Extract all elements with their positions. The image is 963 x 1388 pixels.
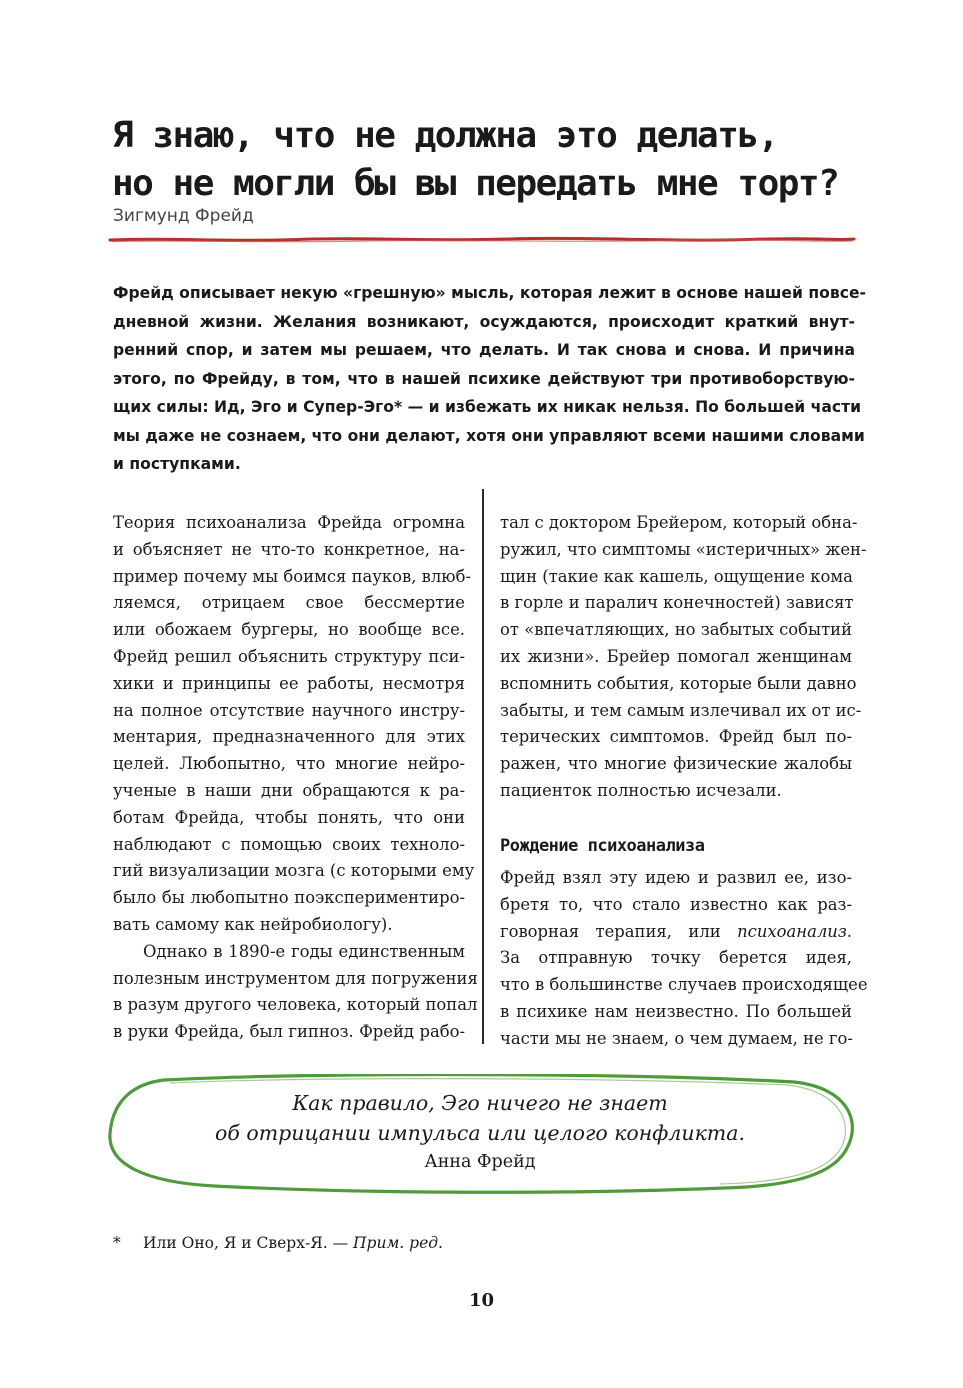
body-line: За отправную точку берется идея, (500, 948, 852, 968)
body-line: наблюдают с помощью своих техноло- (113, 834, 465, 854)
body-line: хики и принципы ее работы, несмотря (113, 673, 465, 693)
title-line-1: Я знаю, что не должна это делать, (112, 115, 778, 156)
body-line-text: . (846, 921, 852, 941)
lead-line: дневной жизни. Желания возникают, осуждаются, происходит краткий внут- (113, 312, 855, 331)
body-line: было бы любопытно поэкспериментиро- (113, 888, 465, 908)
body-line: и объясняет не что-то конкретное, на- (113, 539, 465, 559)
footnote-editor-note: Прим. ред. (353, 1234, 443, 1252)
footnote (113, 1234, 443, 1252)
lead-line: ренний спор, и затем мы решаем, что делать. И так снова и снова. И причина (113, 341, 855, 359)
body-line: бретя то, что стало известно как раз- (500, 894, 852, 914)
body-line: в руки Фрейда, был гипноз. Фрейд рабо- (113, 1022, 465, 1042)
body-line: терических симптомов. Фрейд был по- (500, 727, 852, 747)
body-line: части мы не знаем, о чем думаем, не го- (500, 1028, 853, 1048)
body-line: щин (такие как кашель, ощущение кома (500, 566, 853, 586)
right-column (500, 510, 867, 805)
quote-line-1: Как правило, Эго ничего не знает (292, 1091, 668, 1115)
quotation (120, 1088, 840, 1176)
body-line: ружил, что симптомы «истеричных» жен- (500, 539, 867, 559)
body-line: забыты, и тем самым излечивал их от ис- (500, 700, 862, 720)
red-title-rule (108, 233, 856, 247)
lead-line: Фрейд описывает некую «грешную» мысль, которая лежит в основе нашей повсе- (113, 284, 867, 302)
body-line: пациенток полностью исчезали. (500, 780, 782, 800)
body-line: в разум другого человека, который попал (113, 995, 478, 1015)
body-line: вспомнить события, которые были давно (500, 673, 857, 693)
body-line: Фрейд взял эту идею и развил ее, изо- (500, 868, 852, 887)
body-line: ученые в наши дни обращаются к ра- (113, 780, 465, 800)
body-line: ляемся, отрицаем свое бессмертие (113, 593, 465, 613)
body-line: пример почему мы боимся пауков, влюб- (113, 566, 471, 586)
body-line: ботам Фрейда, чтобы понять, что они (113, 807, 465, 827)
page-number: 10 (468, 1290, 495, 1311)
body-line: целей. Любопытно, что многие нейро- (113, 754, 465, 774)
page-title (112, 112, 872, 208)
body-line: Теория психоанализа Фрейда огромна (113, 513, 465, 532)
quote-author: Анна Фрейд (424, 1152, 536, 1172)
body-line: Фрейд решил объяснить структуру пси- (113, 646, 465, 666)
body-line: тал с доктором Брейером, который обна- (500, 513, 858, 532)
lead-line: щих силы: Ид, Эго и Супер-Эго* — и избежать их никак нельзя. По большей части (113, 398, 862, 416)
lead-paragraph (113, 279, 867, 479)
column-divider (482, 489, 484, 1044)
lead-line: этого, по Фрейду, в том, что в нашей психике действуют три противоборствую- (113, 369, 855, 388)
body-line: от «впечатляющих, но забытых событий (500, 620, 852, 640)
title-author: Зигмунд Фрейд (113, 206, 254, 226)
lead-line: мы даже не сознаем, что они делают, хотя они управляют всеми нашими словами (113, 426, 865, 445)
body-line: в горле и паралич конечностей) зависят (500, 593, 854, 613)
right-column-continued (500, 865, 868, 1053)
body-line: ражен, что многие физические жалобы (500, 754, 852, 774)
body-line: вать самому как нейробиологу). (113, 914, 393, 934)
section-heading: Рождение психоанализа (500, 836, 705, 856)
footnote-text: Или Оно, Я и Сверх-Я. — (143, 1234, 354, 1252)
body-line: в психике нам неизвестно. По большей (500, 1001, 852, 1021)
lead-line: и поступками. (113, 455, 241, 473)
body-line: или обожаем бургеры, но вообще все. (113, 620, 465, 640)
body-line: их жизни». Брейер помогал женщинам (500, 646, 852, 666)
body-line: ментария, предназначенного для этих (113, 727, 465, 747)
body-line-text: говорная терапия, или (500, 921, 738, 941)
body-line: гий визуализации мозга (с которыми ему (113, 861, 475, 881)
body-line: что в большинстве случаев происходящее (500, 975, 868, 995)
body-line: на полное отсутствие научного инстру- (113, 700, 465, 720)
body-line: Однако в 1890-е годы единственным (143, 941, 465, 961)
term-psychoanalysis: психоанализ (737, 921, 847, 941)
title-line-2: но не могли бы вы передать мне торт? (112, 163, 839, 204)
quote-line-2: об отрицании импульса или целого конфликта. (215, 1121, 745, 1145)
left-column (113, 510, 478, 1046)
body-line: полезным инструментом для погружения (113, 968, 478, 988)
body-line (500, 919, 852, 946)
footnote-marker: * (113, 1234, 121, 1252)
